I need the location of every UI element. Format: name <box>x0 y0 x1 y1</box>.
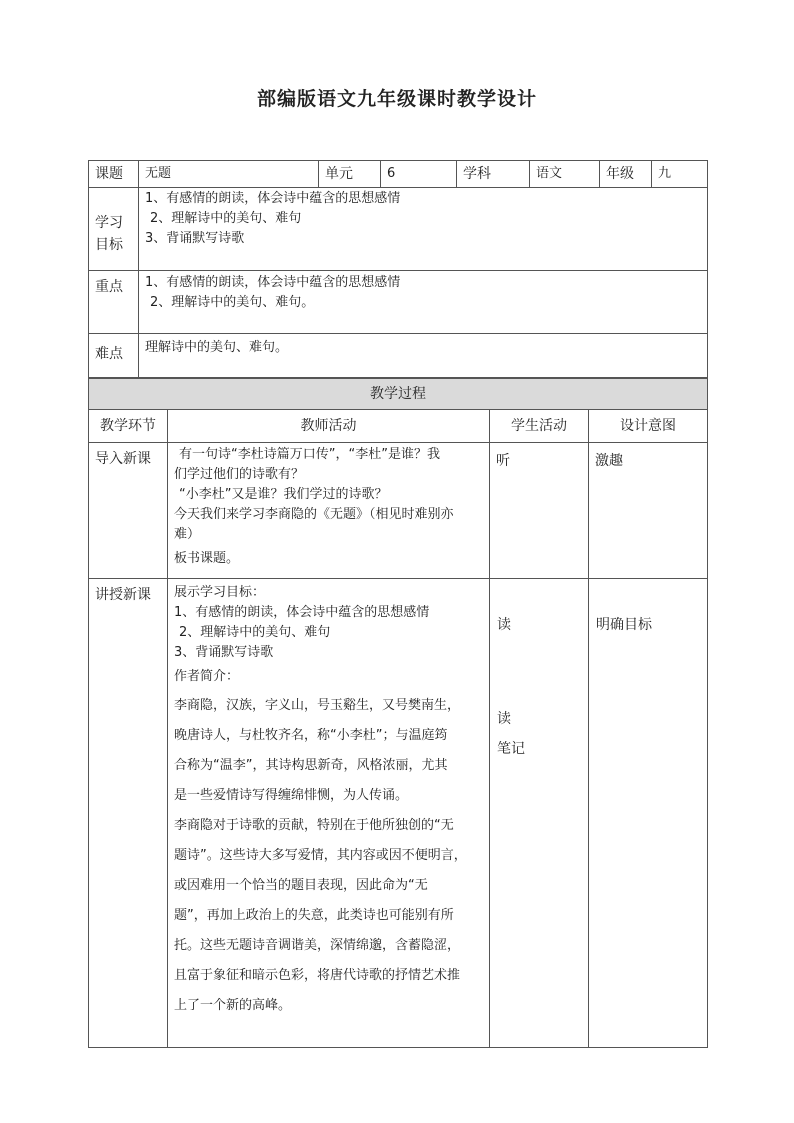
teacher-line: 展示学习目标： <box>174 585 266 600</box>
teacher-line: 板书课题。 <box>174 551 240 566</box>
objectives-label-line2: 目标 <box>95 237 123 253</box>
key-point-item: 2、理解诗中的美句、难句。 <box>150 295 315 310</box>
process-row-intro <box>89 443 708 579</box>
process-header: 教学过程 <box>89 379 708 410</box>
student-activity-notes: 笔记 <box>497 741 525 757</box>
teacher-line: 们学过他们的诗歌有？ <box>174 467 305 482</box>
student-activity-read: 读 <box>497 617 511 633</box>
grade-value: 九 <box>652 161 708 188</box>
bio-line: 题”，再加上政治上的失意，此类诗也可能别有所 <box>174 908 454 923</box>
objectives-label-line1: 学习 <box>95 215 123 231</box>
grade-label: 年级 <box>600 161 652 188</box>
subject-value: 语文 <box>530 161 600 188</box>
difficulty-label: 难点 <box>89 334 139 378</box>
bio-line: 或因难用一个恰当的题目表现，因此命为“无 <box>174 878 428 893</box>
teacher-activity-cell <box>168 443 490 579</box>
page-title: 部编版语文九年级课时教学设计 <box>256 88 537 110</box>
author-bio <box>174 691 483 1021</box>
key-points-label: 重点 <box>89 271 139 334</box>
teacher-line: 今天我们来学习李商隐的《无题》（相见时难别亦 <box>174 507 454 522</box>
topic-value: 无题 <box>139 161 319 188</box>
topic-label: 课题 <box>89 161 139 188</box>
bio-line: 是一些爱情诗写得缠绵悱恻，为人传诵。 <box>174 788 409 803</box>
bio-line: 题诗”。这些诗大多写爱情，其内容或因不便明言， <box>174 848 467 863</box>
difficulty-row <box>89 334 708 378</box>
bio-line: 且富于象征和暗示色彩，将唐代诗歌的抒情艺术推 <box>174 968 461 983</box>
design-intent-text: 明确目标 <box>596 617 652 633</box>
process-header-row <box>89 379 708 410</box>
objectives-content <box>139 188 708 271</box>
objectives-label <box>89 188 139 271</box>
col-stage: 教学环节 <box>89 410 168 443</box>
unit-label: 单元 <box>319 161 381 188</box>
student-activity-cell: 听 <box>490 443 589 579</box>
teacher-line: 3、背诵默写诗歌 <box>174 645 274 660</box>
col-student: 学生活动 <box>490 410 589 443</box>
col-intent: 设计意图 <box>589 410 708 443</box>
design-intent-cell: 激趣 <box>589 443 708 579</box>
teaching-process-table <box>88 378 708 1048</box>
process-row-new-lesson <box>89 579 708 1048</box>
teacher-line: 难） <box>174 527 201 542</box>
process-columns-row <box>89 410 708 443</box>
teacher-line: 有一句诗“李杜诗篇万口传”，“李杜”是谁？我 <box>179 447 440 462</box>
bio-line: 李商隐对于诗歌的贡献，特别在于他所独创的“无 <box>174 818 454 833</box>
bio-line: 李商隐，汉族，字义山，号玉谿生，又号樊南生， <box>174 698 461 713</box>
student-activity-cell <box>490 579 589 1048</box>
key-points-content <box>139 271 708 334</box>
key-point-item: 1、有感情的朗读，体会诗中蕴含的思想感情 <box>145 275 401 290</box>
unit-value: 6 <box>381 161 457 188</box>
design-intent-cell <box>589 579 708 1048</box>
teacher-activity-cell <box>168 579 490 1048</box>
key-points-row <box>89 271 708 334</box>
objective-item: 2、理解诗中的美句、难句 <box>150 211 302 226</box>
objective-item: 3、背诵默写诗歌 <box>145 231 245 246</box>
bio-line: 上了一个新的高峰。 <box>174 998 292 1013</box>
student-activity-read-2: 读 <box>497 711 511 727</box>
col-teacher: 教师活动 <box>168 410 490 443</box>
stage-cell: 导入新课 <box>89 443 168 579</box>
teacher-line: “小李杜”又是谁？我们学过的诗歌？ <box>179 487 388 502</box>
difficulty-content: 理解诗中的美句、难句。 <box>139 334 708 378</box>
lesson-info-table <box>88 160 708 378</box>
objective-item: 1、有感情的朗读，体会诗中蕴含的思想感情 <box>145 191 401 206</box>
bio-line: 晚唐诗人，与杜牧齐名，称“小李杜”；与温庭筠 <box>174 728 448 743</box>
info-row <box>89 161 708 188</box>
subject-label: 学科 <box>457 161 530 188</box>
bio-line: 合称为“温李”，其诗构思新奇，风格浓丽，尤其 <box>174 758 448 773</box>
teacher-line: 1、有感情的朗读，体会诗中蕴含的思想感情 <box>174 605 430 620</box>
objectives-row <box>89 188 708 271</box>
teacher-line: 作者简介： <box>174 669 240 684</box>
bio-line: 托。这些无题诗音调谐美，深情绵邈，含蓄隐涩， <box>174 938 461 953</box>
teacher-line: 2、理解诗中的美句、难句 <box>179 625 331 640</box>
stage-cell: 讲授新课 <box>89 579 168 1048</box>
